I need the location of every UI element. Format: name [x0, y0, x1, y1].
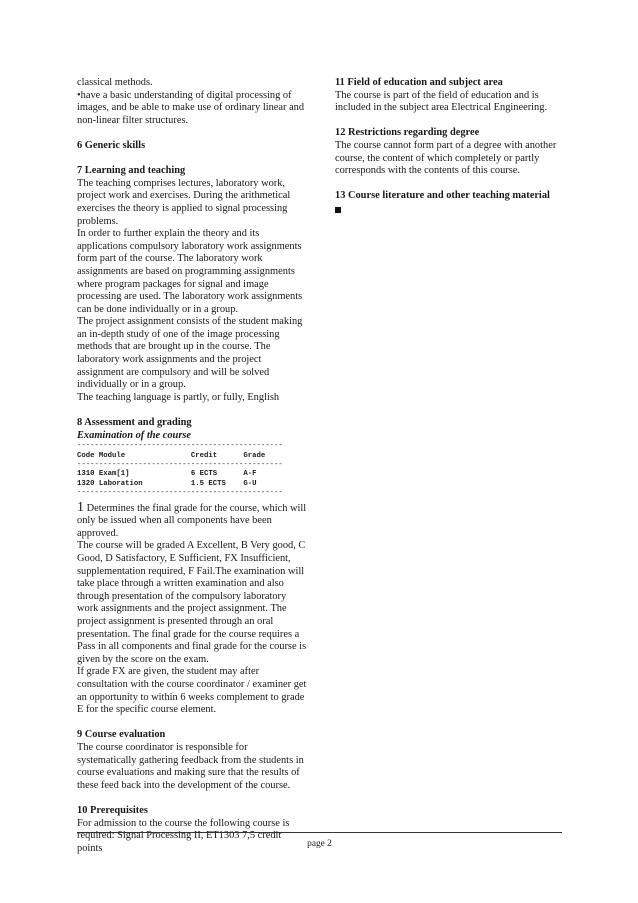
footnote-number: 1 — [77, 499, 84, 515]
section-heading-prerequisites: 10 Prerequisites — [77, 804, 148, 816]
paragraph: The course coordinator is responsible for systematically gathering feedback from the students in course evaluations and making sure that the results of these feed back into the development of the course. — [77, 741, 304, 791]
section-heading-restrictions: 12 Restrictions regarding degree — [335, 127, 480, 139]
table-header: Code Module Credit Grade — [77, 451, 266, 460]
intro-line: •have a basic understanding of digital processing of images, and be able to make use of ordinary linear and non-linear filter structures. — [77, 89, 305, 126]
section-heading-generic-skills: 6 Generic skills — [77, 139, 146, 151]
footnote — [77, 499, 309, 541]
paragraph: The teaching language is partly, or fully, English — [77, 391, 280, 403]
paragraph: The course cannot form part of a degree with another course, the content of which completely or partly corresponds with the contents of this course. — [335, 139, 557, 177]
section-heading-field-of-education: 11 Field of education and subject area — [335, 77, 503, 88]
right-column — [335, 77, 563, 218]
table-rule: ----------------------------------------------- — [77, 442, 283, 451]
paragraph: The course is part of the field of education and is included in the subject area Electrical Engineering. — [335, 89, 548, 114]
paragraph: The project assignment consists of the student making an in-depth study of one of the image processing methods that are brought up in the course. The laboratory work assignments and the project assignment are compulsory and will be solved individually or in a group. — [77, 316, 303, 391]
subheading-examination: Examination of the course — [77, 429, 192, 441]
footer-divider — [77, 832, 562, 833]
exam-table — [77, 442, 309, 498]
table-rule: ----------------------------------------------- — [77, 489, 283, 498]
page-number: page 2 — [307, 839, 332, 849]
section-heading-assessment: 8 Assessment and grading — [77, 417, 192, 429]
section-heading-course-literature: 13 Course literature and other teaching material — [335, 190, 550, 202]
paragraph: In order to further explain the theory and its applications compulsory laboratory work assignments form part of the course. The laboratory work assignments are based on programming assignments where program packages for signal and image processing are used. The laboratory work assignments can be done individually or in a group. — [77, 228, 303, 315]
paragraph: The course will be graded A Excellent, B Very good, C Good, D Satisfactory, E Sufficient, FX Insufficient, supplementation required, F Fail.The examination will take place through a written examination and also through presentation of the compulsory laboratory work assignments and the project assignment. The project assignment is presented through an oral presentation. The final grade for the course requires a Pass in all components and final grade for the course is given by the score on the exam. — [77, 540, 307, 665]
footnote-text: Determines the final grade for the course, which will only be issued when all components have been approved. — [77, 502, 307, 539]
section-heading-course-evaluation: 9 Course evaluation — [77, 729, 166, 741]
section-heading-learning-teaching: 7 Learning and teaching — [77, 165, 186, 177]
table-rule: ----------------------------------------------- — [77, 461, 283, 470]
table-row: 1310 Exam[1] 6 ECTS A-F — [77, 470, 257, 479]
square-bullet-icon — [335, 207, 341, 213]
paragraph: For admission to the course the following course is required: Signal Processing II, ET1303 7,5 credit points — [77, 817, 290, 854]
paragraph: The teaching comprises lectures, laboratory work, project work and exercises. During the arithmetical exercises the theory is applied to signal processing problems. — [77, 177, 291, 227]
left-column — [77, 77, 309, 855]
paragraph: If grade FX are given, the student may after consultation with the course coordinator / examiner get an opportunity to within 6 weeks complement to grade E for the specific course element. — [77, 666, 307, 716]
intro-line: classical methods. — [77, 77, 153, 88]
table-row: 1320 Laboration 1.5 ECTS G-U — [77, 479, 257, 488]
